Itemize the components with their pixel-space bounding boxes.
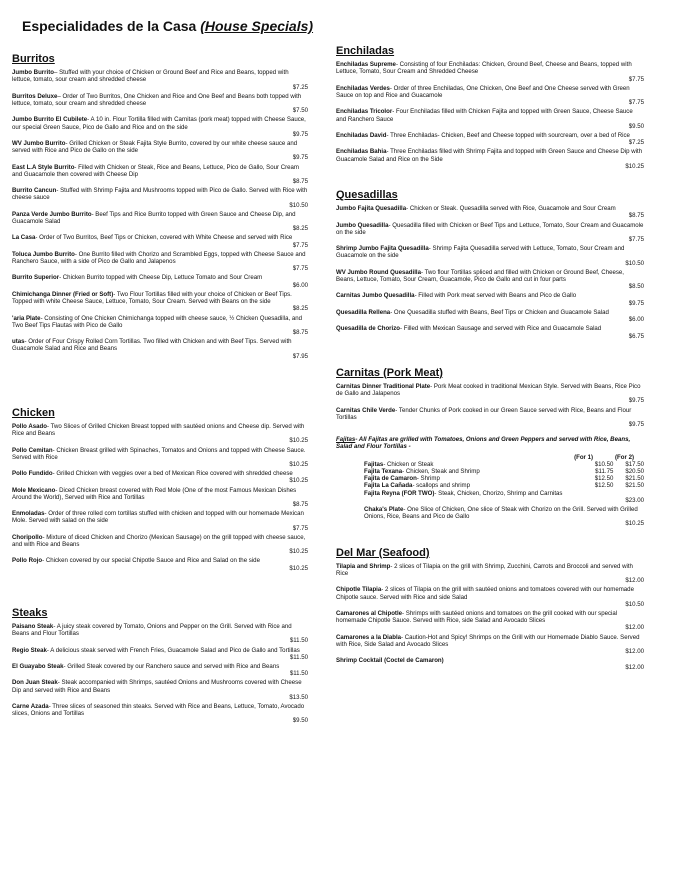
fajitas-note-text: - All Fajitas are grilled with Tomatoes, Onions and Green Peppers and served with Rice, Beans, Salad and Flour Tortillas - [336, 436, 631, 451]
item-desc: - A 10 in. Flour Tortilla filled with Carnitas (pork meat) topped with Cheese Sauce, our special Green Sauce, Pico de Gallo and Rice and on the side [12, 116, 306, 131]
menu-item [364, 506, 644, 528]
item-price: $7.75 [292, 241, 308, 249]
item-name: Enchiladas Verdes [336, 84, 390, 92]
item-name: Jumbo Fajita Quesadilla [336, 205, 407, 213]
carnitas-list [336, 383, 644, 428]
menu-item [336, 325, 644, 339]
item-name: Fajita Reyna (FOR TWO) [364, 489, 435, 497]
menu-item [12, 187, 308, 209]
item-desc: - Chicken or Steak [383, 460, 434, 468]
menu-item [12, 470, 308, 484]
item-price: $7.25 [292, 83, 308, 91]
chicken-section [12, 406, 308, 572]
right-column [336, 44, 644, 680]
item-desc: - Chicken, Steak and Shrimp [402, 467, 480, 475]
item-desc: - Steak, Chicken, Chorizo, Shrimp and Carnitas [434, 489, 563, 497]
menu-item [336, 586, 644, 608]
item-desc: - One Slice of Chicken, One slice of Steak with Chorizo on the Grill. Served with Grilled Onions, Rice, Beans and Pico de Gallo [364, 505, 638, 521]
item-desc: - One Quesadilla stuffed with Beans, Beef Tips or Chicken and Guacamole Salad [390, 308, 609, 316]
item-price: $6.00 [292, 281, 308, 289]
section-title: Carnitas (Pork Meat) [336, 366, 443, 379]
item-desc: - Grilled Steak covered by our Ranchero sauce and served with Rice and Beans [63, 663, 280, 670]
item-name: Regio Steak [12, 646, 47, 654]
item-desc: - Two Slices of Grilled Chicken Breast topped with sautéed onions and Cheese dip. Served with Rice and Beans [12, 422, 305, 438]
item-name: Pollo Fundido [12, 470, 53, 478]
item-price: $11.50 [289, 637, 308, 645]
item-price: $9.75 [292, 154, 308, 162]
item-name: Shrimp Cocktail (Coctel de Camaron) [336, 657, 444, 665]
item-name: Enchiladas David [336, 132, 387, 140]
item-name: Carnitas Jumbo Quesadilla [336, 292, 415, 300]
item-price: $11.50 [289, 670, 308, 678]
section-title: Quesadillas [336, 189, 398, 202]
item-price: $9.75 [292, 130, 308, 138]
menu-item [336, 85, 644, 107]
item-price: $10.25 [289, 564, 308, 572]
menu-item [12, 679, 308, 701]
item-desc: - Steak accompanied with Shrimps, sautéed Onions and Mushrooms covered with Cheese Dip and served with Rice and Beans [12, 679, 302, 694]
burritos-section [12, 53, 308, 360]
item-name: Fajita La Cañada [364, 482, 413, 490]
fajitas-column-headers [336, 454, 644, 461]
menu-item [12, 534, 308, 556]
menu-item [12, 663, 308, 677]
menu-item [336, 222, 644, 244]
item-name: Chipotle Tilapia [336, 586, 382, 594]
menu-item [12, 251, 308, 273]
item-price: $12.00 [625, 648, 644, 655]
item-name: Tilapia and Shrimp [336, 562, 391, 570]
item-price: $7.75 [628, 99, 644, 107]
fajitas-note [336, 436, 644, 450]
item-name: Jumbo Quesadilla [336, 221, 389, 229]
item-desc: - Shrimps with sautéed onions and tomatoes on the grill cooked with our special homemade Chipotle Sauce. Served with Rice, side Salad and Avocado Slices [336, 609, 618, 625]
for-one-header: (For 1) [574, 453, 594, 461]
item-desc: - 2 slices of Tilapia on the grill with sautéed onions and tomatoes covered with our homemade Chipotle sauce. Served with Rice and side Salad [336, 586, 634, 601]
fajitas-label: Fajitas [336, 436, 356, 444]
item-desc: - Tender Chunks of Pork cooked in our Green Sauce served with Rice, Beans and Flour Tortillas [336, 406, 632, 421]
item-price: $7.50 [292, 107, 308, 115]
item-price: $12.00 [625, 577, 644, 585]
menu-item [364, 490, 644, 504]
menu-item [12, 211, 308, 233]
menu-item [12, 234, 308, 248]
price-for-two: $21.50 [625, 475, 644, 483]
item-price: $8.25 [292, 305, 308, 313]
chicken-list [12, 423, 308, 572]
item-name: Fajita Texana [364, 467, 403, 475]
menu-item [12, 291, 308, 313]
item-name: Shrimp Jumbo Fajita Quesadilla [336, 245, 429, 253]
item-price: $8.75 [292, 178, 308, 186]
menu-item [12, 510, 308, 532]
title-main: Especialidades de la Casa [22, 18, 197, 34]
menu-item [336, 563, 644, 585]
item-name: Choripollo [12, 533, 43, 541]
item-name: Mole Mexicano [12, 486, 56, 494]
menu-item [336, 292, 644, 306]
item-price: $23.00 [625, 496, 644, 504]
item-price: $10.25 [289, 437, 308, 445]
item-price: $6.00 [628, 316, 644, 324]
item-name: Fajitas [364, 460, 384, 468]
item-price: $11.50 [289, 653, 308, 661]
menu-item [12, 69, 308, 91]
for-two-header: (For 2) [615, 453, 634, 461]
item-price: $7.75 [292, 265, 308, 273]
menu-item [12, 423, 308, 445]
item-price: $7.25 [628, 139, 644, 147]
item-desc: - Chicken Burrito topped with Cheese Dip, Lettuce Tomato and Sour Cream [59, 274, 263, 282]
menu-item [12, 623, 308, 645]
item-name: Burritos Deluxe [12, 92, 58, 100]
item-desc: - Caution-Hot and Spicy! Shrimps on the Grill with our Homemade Diablo Sauce. Served with Rice, Side Salad and Avocado Slices [336, 633, 640, 648]
item-price: $7.75 [292, 524, 308, 532]
item-name: East L.A Style Burrito [12, 163, 75, 171]
item-desc: - Filled with Chicken or Steak, Rice and Beans, Lettuce, Pico de Gallo, Sour Cream and Guacamole then covered with Cheese Dip [12, 163, 299, 178]
item-desc: - A delicious steak served with French Fries, Guacamole Salad and Pico de Gallo and Tortillas [46, 646, 300, 654]
menu-item [12, 140, 308, 162]
fajita-row [364, 482, 644, 489]
item-name: Jumbo Burrito El Cubilete [12, 116, 88, 124]
item-price: $10.25 [625, 520, 644, 528]
item-desc: - Order of Four Crispy Rolled Corn Tortillas. Two filled with Chicken and with Beef Tips. Served with Guacamole Salad and Rice and Beans [12, 338, 292, 353]
item-desc: - Quesadilla filled with Chicken or Beef Tips and Lettuce, Tomato, Sour Cream and Guacamole on the side [336, 221, 644, 236]
title-paren: (House Specials) [200, 18, 314, 34]
item-name: WV Jumbo Round Quesadilla [336, 268, 421, 276]
menu-item [12, 116, 308, 138]
menu-item [336, 407, 644, 429]
steaks-section [12, 606, 308, 725]
item-price: $8.50 [628, 283, 644, 291]
item-desc: - Filled with Mexican Sausage and served with Rice and Guacamole Salad [400, 325, 602, 333]
item-desc: - Three slices of seasoned thin steaks. Served with Rice and Beans, Lettuce, Tomato, Avocado slices, Onions and Tortillas [12, 703, 305, 718]
page-title [22, 18, 313, 34]
item-name: Paisano Steak [12, 622, 54, 630]
menu-item [12, 93, 308, 115]
menu-item [336, 269, 644, 291]
section-title: Burritos [12, 53, 55, 65]
item-desc: - Diced Chicken breast covered with Red Mole (One of the most Famous Mexican Dishes Around the World), Served with Rice and Tortillas [12, 486, 297, 501]
menu-item [12, 164, 308, 186]
menu-item [336, 245, 644, 267]
item-name: Camarones al Chipotle [336, 609, 403, 617]
item-desc: - Chicken Breast grilled with Spinaches, Tomatos and Onions and topped with Cheese Sauce. Served with Rice [12, 446, 306, 461]
item-price: $9.50 [628, 122, 644, 130]
item-name: 'aria Plate [12, 314, 41, 322]
menu-item [12, 557, 308, 571]
item-desc: - Three Enchiladas filled with Shrimp Fajita and topped with Green Sauce and Cheese Dip with Guacamole Salad and Rice on the Side [336, 148, 643, 163]
price-for-two: $21.50 [625, 482, 644, 490]
item-price: $6.75 [628, 332, 644, 340]
item-name: Enchiladas Bahia [336, 148, 387, 156]
menu-item [12, 447, 308, 469]
item-price: $8.75 [628, 212, 644, 220]
item-name: Don Juan Steak [12, 679, 58, 687]
item-desc: - A juicy steak covered by Tomato, Onions and Pepper on the Grill. Served with Rice and Beans and Flour Tortillas [12, 622, 292, 638]
item-price: $10.25 [289, 460, 308, 468]
menu-item [336, 610, 644, 632]
menu-item [336, 205, 644, 219]
item-price: $7.75 [628, 236, 644, 244]
item-price: $8.75 [292, 500, 308, 508]
price-for-two: $20.50 [625, 467, 644, 475]
item-desc: - Three Enchiladas- Chicken, Beef and Cheese topped with sourcream, over a bed of Rice [386, 132, 630, 140]
item-name: WV Jumbo Burrito [12, 140, 66, 148]
item-name: Carne Azada [12, 703, 49, 711]
steaks-list [12, 623, 308, 725]
item-desc: - 2 slices of Tilapia on the grill with Shrimp, Zucchini, Carrots and Broccoli and served with Rice [336, 562, 633, 577]
item-name: Toluca Jumbo Burrito [12, 250, 75, 258]
item-price: $10.25 [289, 548, 308, 556]
item-price: $8.75 [292, 328, 308, 336]
item-desc: - Two Flour Tortillas filled with your choice of Chicken or Beef Tips. Topped with white Cheese Sauce, Lettuce, Tomato, Sour Cream. Served with Beans on the side [12, 290, 292, 306]
menu-item [12, 647, 308, 661]
delmar-list [336, 563, 644, 672]
menu-item [336, 132, 644, 146]
item-price: $7.75 [628, 75, 644, 83]
price-for-one: $12.50 [594, 475, 614, 483]
item-price: $13.50 [289, 693, 308, 701]
section-title: Chicken [12, 406, 55, 419]
item-desc: - Beef Tips and Rice Burrito topped with Green Sauce and Cheese Dip, and Guacamole Salad [12, 210, 296, 226]
item-price: $9.50 [292, 717, 308, 725]
item-name: Burrito Cancun [12, 187, 57, 195]
item-desc: - Order of three rolled corn tortillas stuffed with chicken and topped with our homemade Mexican Mole. Served with salad on the side [12, 510, 304, 525]
item-name: La Casa [12, 234, 36, 242]
item-name: Quesadilla Rellena [336, 308, 391, 316]
item-desc: - Pork Meat cooked in traditional Mexican Style. Served with Beans, Rice Pico de Gallo and Jalapenos [336, 382, 641, 398]
burritos-list [12, 69, 308, 360]
item-desc: - Four Enchiladas filled with Chicken Fajita and topped with Green Sauce, Cheese Sauce and Ranchero Sauce [336, 108, 633, 123]
item-name: Chimichanga Dinner (Fried or Soft) [12, 290, 114, 298]
item-price: $9.75 [628, 420, 644, 428]
item-name: Carnitas Chile Verde [336, 406, 396, 414]
item-desc: - Chicken covered by our special Chipotle Sauce and Rice and Salad on the side [42, 557, 260, 565]
item-desc: - Order of Two Burritos, Beef Tips or Chicken, covered with White Cheese and served with Rice [35, 234, 293, 242]
item-desc: - scallops and shrimp [412, 482, 471, 490]
fajitas-rows [336, 461, 644, 490]
section-title: Del Mar (Seafood) [336, 546, 430, 559]
item-desc: - Order of three Enchiladas, One Chicken, One Beef and One Cheese served with Green Sauce on top and Rice and Guacamole [336, 84, 630, 100]
item-name: Camarones a la Diabla [336, 633, 402, 641]
item-price: $9.75 [628, 299, 644, 307]
menu-item [336, 383, 644, 405]
item-price: $7.95 [292, 352, 308, 360]
menu-item [336, 309, 644, 323]
item-desc: - Two flour Tortillas spliced and filled with Chicken or Ground Beef, Cheese, Beans, Lettuce, Tomato, Sour Cream, Guacamole, Pico de Gallo and cut in four parts [336, 268, 624, 284]
item-name: Pollo Rojo [12, 557, 43, 565]
price-for-one: $11.75 [595, 467, 614, 475]
section-title: Steaks [12, 606, 48, 619]
item-price: $12.00 [625, 624, 644, 632]
menu-item [12, 274, 308, 288]
menu-item [12, 703, 308, 725]
item-price: $10.50 [625, 600, 644, 608]
quesadillas-list [336, 205, 644, 339]
item-name: Enmoladas [12, 510, 45, 518]
item-desc: - Stuffed with Shrimp Fajita and Mushrooms topped with Pico de Gallo. Served with Rice with cheese sauce [12, 187, 308, 202]
fajita-row [364, 461, 644, 468]
item-price: $9.75 [628, 397, 644, 405]
item-price: $10.25 [289, 477, 308, 485]
enchiladas-section [336, 45, 644, 170]
section-title: Enchiladas [336, 45, 395, 57]
menu-item [12, 338, 308, 360]
price-for-one: $12.50 [594, 482, 614, 490]
item-name: Quesadilla de Chorizo [336, 325, 400, 333]
item-desc: - Grilled Chicken with veggies over a bed of Mexican Rice covered with shredded cheese [52, 470, 293, 478]
delmar-section [336, 546, 644, 672]
item-desc: - Grilled Chicken or Steak Fajita Style Burrito, covered by our white cheese sauce and served with Rice and Pico de Gallo on the side [12, 140, 298, 155]
item-name: Carnitas Dinner Traditional Plate [336, 382, 431, 390]
price-for-two: $17.50 [625, 460, 644, 468]
item-name: El Guayabo Steak [12, 663, 64, 670]
fajita-row [364, 475, 644, 482]
item-price: $10.50 [625, 259, 644, 267]
fajita-row [364, 468, 644, 475]
item-desc: - Filled with Pork meat served with Beans and Pico de Gallo [414, 292, 577, 300]
item-name: Chaka's Plate [364, 505, 404, 513]
item-desc: - Consisting of One Chicken Chimichanga topped with cheese sauce, ½ Chicken Quesadilla, and Two Beef Tips Flautas with Pico de Gallo [12, 314, 303, 329]
menu-item [336, 657, 644, 671]
item-desc: - Mixture of diced Chicken and Chorizo (Mexican Sausage) on the grill topped with cheese sauce, and with Rice and Beans [12, 533, 306, 548]
item-desc: – Stuffed with your choice of Chicken or Ground Beef and Rice and Beans, topped with lettuce, tomato, sour cream and shredded cheese [12, 69, 289, 84]
item-name: Jumbo Burrito [12, 69, 54, 77]
item-name: utas [12, 338, 25, 346]
menu-item [336, 61, 644, 83]
price-for-one: $10.50 [594, 460, 614, 468]
item-name: Panza Verde Jumbo Burrito [12, 210, 92, 218]
menu-item [336, 634, 644, 656]
carnitas-section [336, 366, 644, 428]
item-price: $10.50 [289, 201, 308, 209]
item-desc: – Order of Two Burritos, One Chicken and Rice and One Beef and Beans both topped with lettuce, tomato, sour cream and shredded cheese [12, 92, 302, 108]
item-name: Burrito Superior [12, 274, 60, 282]
item-name: Enchiladas Supreme [336, 61, 396, 69]
item-price: $10.25 [625, 162, 644, 170]
item-desc: - Chicken or Steak. Quesadilla served with Rice, Guacamole and Sour Cream [406, 205, 616, 213]
item-name: Pollo Cemitan [12, 446, 53, 454]
item-name: Enchiladas Tricolor [336, 108, 393, 116]
enchiladas-list [336, 61, 644, 170]
item-name: Fajita de Camaron [364, 475, 417, 483]
item-desc: - Shrimp [416, 475, 440, 483]
menu-item [12, 487, 308, 509]
item-desc: - One Burrito filled with Chorizo and Scrambled Eggs, topped with Cheese Sauce and Ranchero Sauce, with a side of Pico de Gallo and Jalapenos [12, 250, 306, 266]
item-price: $8.25 [292, 225, 308, 233]
item-desc: - Shrimp Fajita Quesadilla served with Lettuce, Tomato, Sour Cream and Guacamole on the side [336, 245, 625, 260]
menu-item [12, 315, 308, 337]
left-column [12, 52, 308, 733]
menu-item [336, 148, 644, 170]
quesadillas-section [336, 189, 644, 340]
item-desc: - Consisting of four Enchiladas: Chicken, Ground Beef, Cheese and Beans, topped with Lettuce, Tomato, Sour Cream and Shredded Cheese [336, 61, 632, 76]
item-name: Pollo Asado [12, 422, 47, 430]
item-price: $12.00 [625, 664, 644, 672]
menu-item [336, 108, 644, 130]
